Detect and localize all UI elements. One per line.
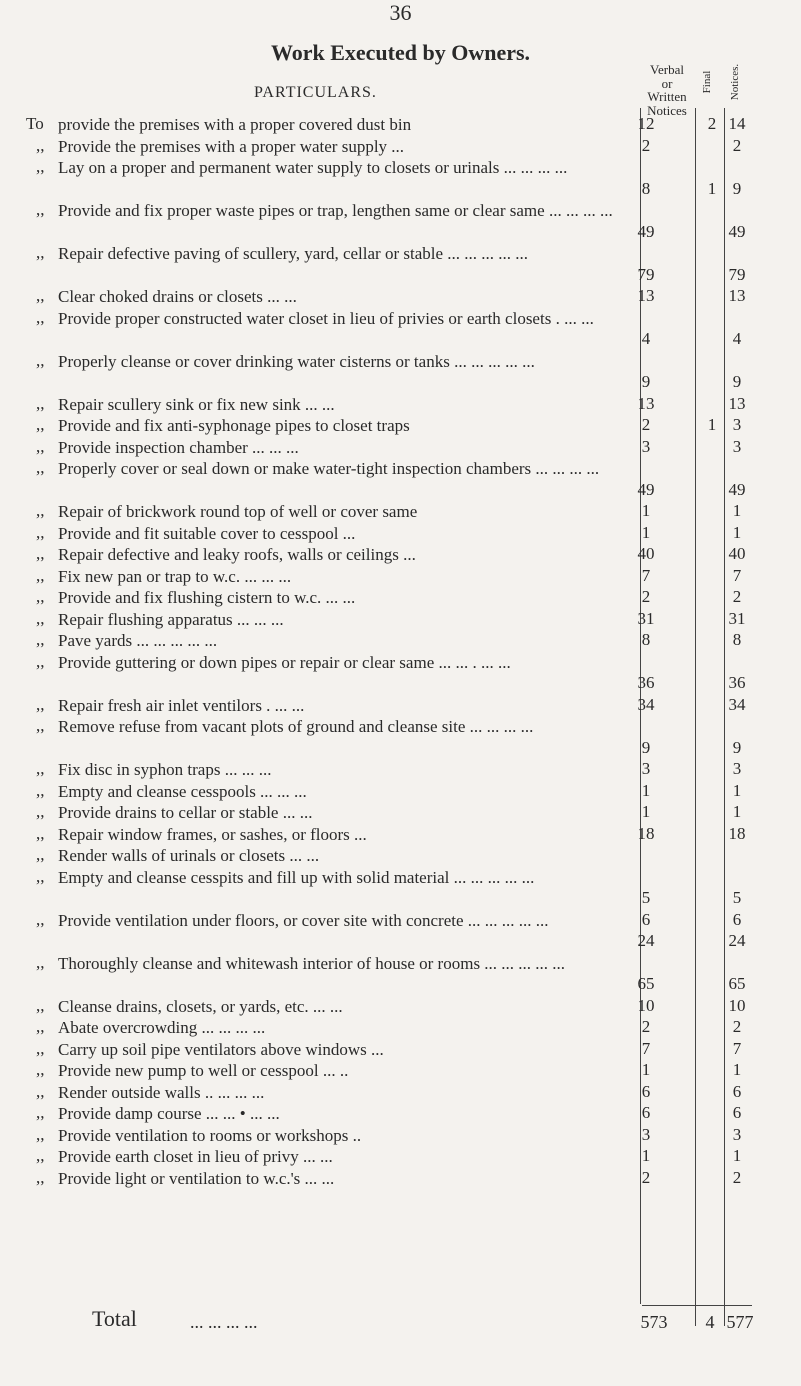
row-particular: Repair scullery sink or fix new sink ... ...: [58, 394, 335, 414]
row-particular: Fix disc in syphon traps ... ... ...: [58, 760, 272, 779]
verbal-count: 6: [641, 1081, 651, 1101]
row-particular: Clear choked drains or closets ... ...: [58, 287, 297, 306]
verbal-count: 1: [641, 802, 651, 821]
total-leader: ... ... ... ...: [190, 1312, 258, 1332]
verbal-count: 65: [637, 974, 655, 993]
total-count: 7: [732, 1038, 742, 1058]
row-lead: ,,: [36, 651, 45, 671]
row-particular: Fix new pan or trap to w.c. ... ... ...: [58, 566, 292, 586]
row-lead: ,,: [36, 823, 45, 843]
verbal-count: 10: [637, 995, 655, 1015]
verbal-written-notices-header: [632, 63, 702, 118]
verbal-count: 34: [637, 694, 655, 714]
row-particular: Provide ventilation to rooms or workshops ..: [58, 1125, 362, 1145]
verbal-count: 4: [641, 329, 651, 348]
row-lead: ,,: [36, 436, 45, 456]
row-lead: ,,: [36, 522, 45, 542]
total-rule: [642, 1305, 752, 1306]
row-particular: Provide proper constructed water closet in lieu of privies or earth closets . ... ...: [58, 308, 594, 328]
verbal-count: 40: [637, 544, 655, 563]
row-lead: ,,: [36, 307, 45, 327]
verbal-count: 7: [641, 1038, 651, 1058]
verbal-count: 31: [637, 608, 655, 628]
row-particular: Provide and fix flushing cistern to w.c. ... ...: [58, 588, 356, 607]
verbal-count: 1: [641, 522, 651, 542]
verbal-count: 9: [641, 372, 651, 391]
total-count: 79: [728, 264, 746, 284]
row-lead: ,,: [36, 1038, 45, 1058]
verbal-count: 6: [641, 1103, 651, 1122]
total-count: 2: [732, 587, 742, 606]
row-particular: Provide earth closet in lieu of privy ... ...: [58, 1147, 333, 1166]
row-lead: ,,: [36, 286, 45, 305]
total-count: 2: [732, 1167, 742, 1187]
total-count: 3: [732, 1124, 742, 1144]
row-lead: ,,: [36, 1146, 45, 1165]
row-particular: Provide guttering or down pipes or repair or clear same ... ... . ... ...: [58, 652, 511, 672]
verbal-count: 2: [641, 1167, 651, 1187]
total-count: 40: [728, 544, 746, 563]
row-particular: Cleanse drains, closets, or yards, etc. ... ...: [58, 996, 343, 1016]
verbal-count: 8: [641, 178, 651, 198]
verbal-count: 6: [641, 909, 651, 929]
verbal-count: 1: [641, 1060, 651, 1079]
row-particular: Repair of brickwork round top of well or cover same: [58, 502, 418, 521]
total-count: 65: [728, 974, 746, 993]
verbal-count: 3: [641, 1124, 651, 1144]
total-count: 34: [728, 694, 746, 714]
row-particular: Provide ventilation under floors, or cover site with concrete ... ... ... ... ...: [58, 910, 549, 930]
total-count: 5: [732, 888, 742, 907]
row-particular: Repair defective and leaky roofs, walls or ceilings ...: [58, 545, 416, 564]
row-lead: ,,: [36, 759, 45, 778]
verbal-count: 12: [637, 114, 655, 133]
total-total: 577: [726, 1312, 754, 1332]
row-particular: Repair fresh air inlet ventilors . ... ...: [58, 695, 305, 715]
row-lead: ,,: [36, 415, 45, 434]
total-count: 31: [728, 608, 746, 628]
row-particular: Provide and fix anti-syphonage pipes to closet traps: [58, 416, 410, 435]
row-particular: Properly cleanse or cover drinking water cisterns or tanks ... ... ... ... ...: [58, 351, 535, 371]
row-lead: ,,: [36, 393, 45, 413]
row-lead: ,,: [36, 565, 45, 585]
total-count: 6: [732, 1103, 742, 1122]
row-particular: Repair flushing apparatus ... ... ...: [58, 609, 284, 629]
total-count: 1: [732, 802, 742, 821]
total-final: 4: [705, 1312, 715, 1332]
total-count: 24: [728, 931, 746, 950]
row-lead: ,,: [36, 1017, 45, 1036]
verbal-count: 2: [641, 415, 651, 434]
row-lead: ,,: [36, 802, 45, 821]
verbal-count: 13: [637, 286, 655, 305]
total-count: 3: [732, 436, 742, 456]
row-lead: ,,: [36, 1124, 45, 1144]
total-label: Total: [92, 1306, 137, 1331]
verbal-count: 1: [641, 501, 651, 520]
row-lead: ,,: [36, 350, 45, 370]
row-particular: Carry up soil pipe ventilators above windows ...: [58, 1039, 384, 1059]
verbal-count: 79: [637, 264, 655, 284]
final-count: 1: [707, 415, 717, 434]
header-line: Written: [647, 89, 687, 105]
row-lead: ,,: [36, 630, 45, 649]
row-particular: Thoroughly cleanse and whitewash interior of house or rooms ... ... ... ... ...: [58, 953, 566, 973]
row-lead: ,,: [36, 135, 45, 155]
verbal-count: 13: [637, 393, 655, 413]
row-particular: Empty and cleanse cesspits and fill up with solid material ... ... ... ... ...: [58, 867, 535, 887]
total-count: 13: [728, 286, 746, 305]
verbal-count: 2: [641, 135, 651, 155]
total-count: 36: [728, 673, 746, 692]
verbal-count: 49: [637, 221, 655, 241]
notices-header-label: Notices.: [729, 63, 741, 101]
total-count: 1: [732, 1146, 742, 1165]
total-count: 6: [732, 909, 742, 929]
row-lead: ,,: [36, 587, 45, 606]
row-particular: Abate overcrowding ... ... ... ...: [58, 1018, 266, 1037]
total-count: 3: [732, 415, 742, 434]
verbal-count: 3: [641, 436, 651, 456]
final-header-label: Final: [701, 70, 713, 94]
row-particular: Empty and cleanse cesspools ... ... ...: [58, 781, 307, 801]
row-lead: ,,: [36, 694, 45, 714]
total-count: 3: [732, 759, 742, 778]
row-lead: ,,: [36, 780, 45, 800]
row-lead: ,,: [36, 608, 45, 628]
header-line: or: [661, 75, 673, 91]
row-lead: ,,: [36, 544, 45, 563]
row-particular: Repair window frames, or sashes, or floors ...: [58, 824, 367, 844]
row-lead: ,,: [36, 995, 45, 1015]
row-lead: ,,: [36, 157, 45, 176]
page-title: Work Executed by Owners.: [270, 40, 531, 65]
row-lead: ,,: [36, 200, 45, 219]
total-count: 18: [728, 823, 746, 843]
final-header: [700, 62, 714, 104]
row-lead: ,,: [36, 1103, 45, 1122]
row-particular: Properly cover or seal down or make water-tight inspection chambers ... ... ... ...: [58, 459, 600, 478]
row-particular: Provide inspection chamber ... ... ...: [58, 437, 299, 457]
row-lead: ,,: [36, 952, 45, 972]
final-count: 1: [707, 178, 717, 198]
total-count: 2: [732, 135, 742, 155]
final-count: 2: [707, 114, 717, 133]
row-particular: provide the premises with a proper covered dust bin: [58, 115, 412, 134]
row-particular: Provide and fit suitable cover to cesspool ...: [58, 523, 356, 543]
notices-header: [728, 62, 742, 104]
page-number: 36: [389, 0, 412, 25]
row-particular: Repair defective paving of scullery, yard, cellar or stable ... ... ... ... ...: [58, 244, 529, 263]
row-lead: ,,: [36, 909, 45, 929]
row-particular: Lay on a proper and permanent water supply to closets or urinals ... ... ... ...: [58, 158, 568, 177]
verbal-count: 5: [641, 888, 651, 907]
verbal-count: 7: [641, 565, 651, 585]
total-count: 14: [728, 114, 746, 133]
total-count: 2: [732, 1017, 742, 1036]
row-lead: ,,: [36, 845, 45, 864]
row-particular: Pave yards ... ... ... ... ...: [58, 631, 218, 650]
total-count: 49: [728, 479, 746, 499]
total-count: 8: [732, 630, 742, 649]
row-lead: ,,: [36, 458, 45, 477]
verbal-count: 36: [637, 673, 655, 692]
verbal-count: 8: [641, 630, 651, 649]
total-count: 1: [732, 501, 742, 520]
total-count: 13: [728, 393, 746, 413]
total-count: 9: [732, 178, 742, 198]
total-count: 10: [728, 995, 746, 1015]
row-particular: Provide light or ventilation to w.c.'s ... ...: [58, 1168, 335, 1188]
row-particular: Provide damp course ... ... • ... ...: [58, 1104, 280, 1123]
row-lead: ,,: [36, 243, 45, 262]
total-count: 1: [732, 1060, 742, 1079]
row-lead: To: [26, 114, 44, 133]
total-count: 49: [728, 221, 746, 241]
verbal-count: 1: [641, 780, 651, 800]
row-lead: ,,: [36, 1060, 45, 1079]
total-count: 9: [732, 372, 742, 391]
verbal-count: 24: [637, 931, 655, 950]
verbal-count: 1: [641, 1146, 651, 1165]
verbal-count: 9: [641, 737, 651, 757]
total-count: 4: [732, 329, 742, 348]
total-count: 1: [732, 780, 742, 800]
verbal-count: 18: [637, 823, 655, 843]
row-particular: Provide and fix proper waste pipes or trap, lengthen same or clear same ... ... ... ...: [58, 201, 613, 220]
row-lead: ,,: [36, 1167, 45, 1187]
total-count: 7: [732, 565, 742, 585]
row-particular: Provide drains to cellar or stable ... ...: [58, 803, 313, 822]
row-lead: ,,: [36, 1081, 45, 1101]
row-particular: Provide the premises with a proper water supply ...: [58, 136, 405, 156]
total-count: 9: [732, 737, 742, 757]
header-line: Notices: [647, 102, 687, 118]
row-particular: Provide new pump to well or cesspool ... ..: [58, 1061, 349, 1080]
row-lead: ,,: [36, 501, 45, 520]
total-verbal: 573: [640, 1312, 668, 1332]
verbal-count: 49: [637, 479, 655, 499]
row-particular: Remove refuse from vacant plots of ground and cleanse site ... ... ... ...: [58, 717, 534, 736]
verbal-count: 3: [641, 759, 651, 778]
column-divider: [695, 108, 696, 1326]
particulars-heading: PARTICULARS.: [254, 84, 377, 101]
total-count: 6: [732, 1081, 742, 1101]
total-count: 1: [732, 522, 742, 542]
row-particular: Render walls of urinals or closets ... ...: [58, 846, 320, 865]
verbal-count: 2: [641, 587, 651, 606]
header-line: Verbal: [650, 62, 684, 77]
row-lead: ,,: [36, 866, 45, 886]
verbal-count: 2: [641, 1017, 651, 1036]
row-particular: Render outside walls .. ... ... ...: [58, 1082, 265, 1102]
row-lead: ,,: [36, 716, 45, 735]
